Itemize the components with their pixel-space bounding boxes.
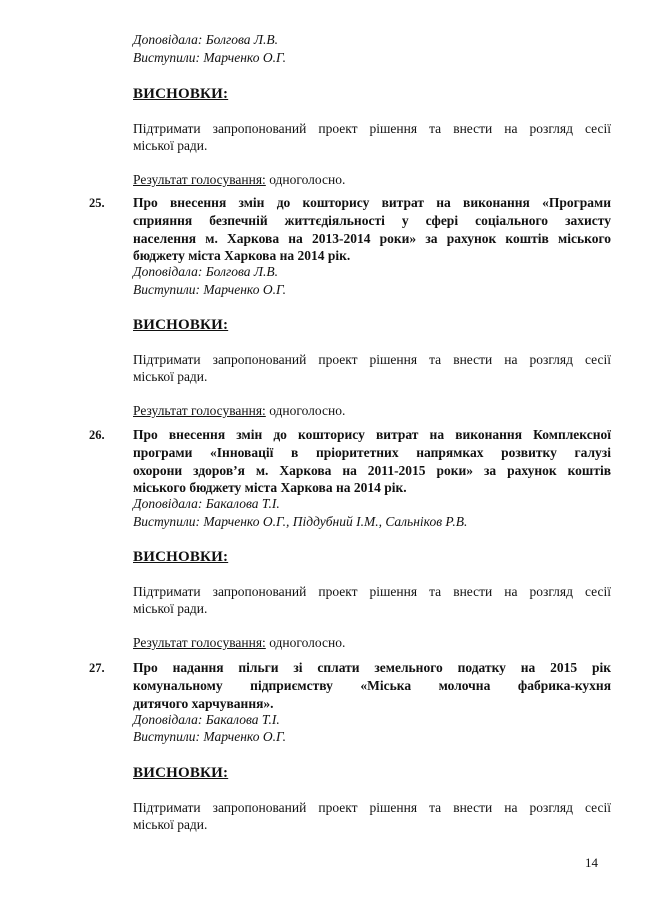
item-title-line: населення м. Харкова на 2013-2014 роки» за рахунок коштів міського <box>133 231 611 246</box>
item-title-line: дитячого харчування». <box>133 696 274 711</box>
speakers-line: Виступили: Марченко О.Г. <box>133 50 286 65</box>
conclusions-heading: ВИСНОВКИ: <box>133 86 229 102</box>
conclusion-text-line: Підтримати запропонований проект рішення та внести на розгляд сесії <box>133 352 611 367</box>
item-title-line: охорони здоров’я м. Харкова на 2011-2015 роки» за рахунок коштів <box>133 463 611 478</box>
item-title-line: бюджету міста Харкова на 2014 рік. <box>133 248 351 263</box>
conclusion-text-line: міської ради. <box>133 817 208 832</box>
reporter-line: Доповідала: Болгова Л.В. <box>133 264 279 279</box>
page-number: 14 <box>585 855 598 870</box>
vote-result <box>133 171 345 189</box>
item-title-line: сприяння безпечній життєдіяльності у сфері соціального захисту <box>133 213 611 228</box>
item-number: 27. <box>89 661 105 675</box>
vote-value: одноголосно. <box>265 635 346 650</box>
conclusion-text-line: Підтримати запропонований проект рішення та внести на розгляд сесії <box>133 584 611 599</box>
conclusions-heading: ВИСНОВКИ: <box>133 549 229 565</box>
speakers-line: Виступили: Марченко О.Г. <box>133 282 286 297</box>
vote-value: одноголосно. <box>265 172 346 187</box>
conclusion-text-line: Підтримати запропонований проект рішення та внести на розгляд сесії <box>133 121 611 136</box>
item-title-line: міського бюджету міста Харкова на 2014 рік. <box>133 480 407 495</box>
conclusion-text-line: Підтримати запропонований проект рішення та внести на розгляд сесії <box>133 800 611 815</box>
vote-label: Результат голосування: <box>133 403 266 418</box>
conclusions-heading: ВИСНОВКИ: <box>133 765 229 781</box>
item-title-line: Про внесення змін до кошторису витрат на виконання Комплексної <box>133 427 611 442</box>
item-title-line: програми «Інновації в пріоритетних напрямках розвитку галузі <box>133 445 611 460</box>
conclusion-text-line: міської ради. <box>133 601 208 616</box>
reporter-line: Доповідала: Бакалова Т.І. <box>133 712 280 727</box>
vote-label: Результат голосування: <box>133 635 266 650</box>
reporter-line: Доповідала: Болгова Л.В. <box>133 32 279 47</box>
vote-result <box>133 634 345 652</box>
vote-value: одноголосно. <box>265 403 346 418</box>
reporter-line: Доповідала: Бакалова Т.І. <box>133 496 280 511</box>
item-title-line: Про внесення змін до кошторису витрат на виконання «Програми <box>133 195 611 210</box>
item-title-line: комунальному підприємству «Міська молочна фабрика-кухня <box>133 678 611 693</box>
vote-label: Результат голосування: <box>133 172 266 187</box>
speakers-line: Виступили: Марченко О.Г. <box>133 729 286 744</box>
speakers-line: Виступили: Марченко О.Г., Піддубний І.М., Сальніков Р.В. <box>133 514 468 529</box>
conclusions-heading: ВИСНОВКИ: <box>133 317 229 333</box>
item-number: 26. <box>89 428 105 442</box>
conclusion-text-line: міської ради. <box>133 138 208 153</box>
item-number: 25. <box>89 196 105 210</box>
item-title-line: Про надання пільги зі сплати земельного податку на 2015 рік <box>133 660 611 675</box>
conclusion-text-line: міської ради. <box>133 369 208 384</box>
vote-result <box>133 402 345 420</box>
